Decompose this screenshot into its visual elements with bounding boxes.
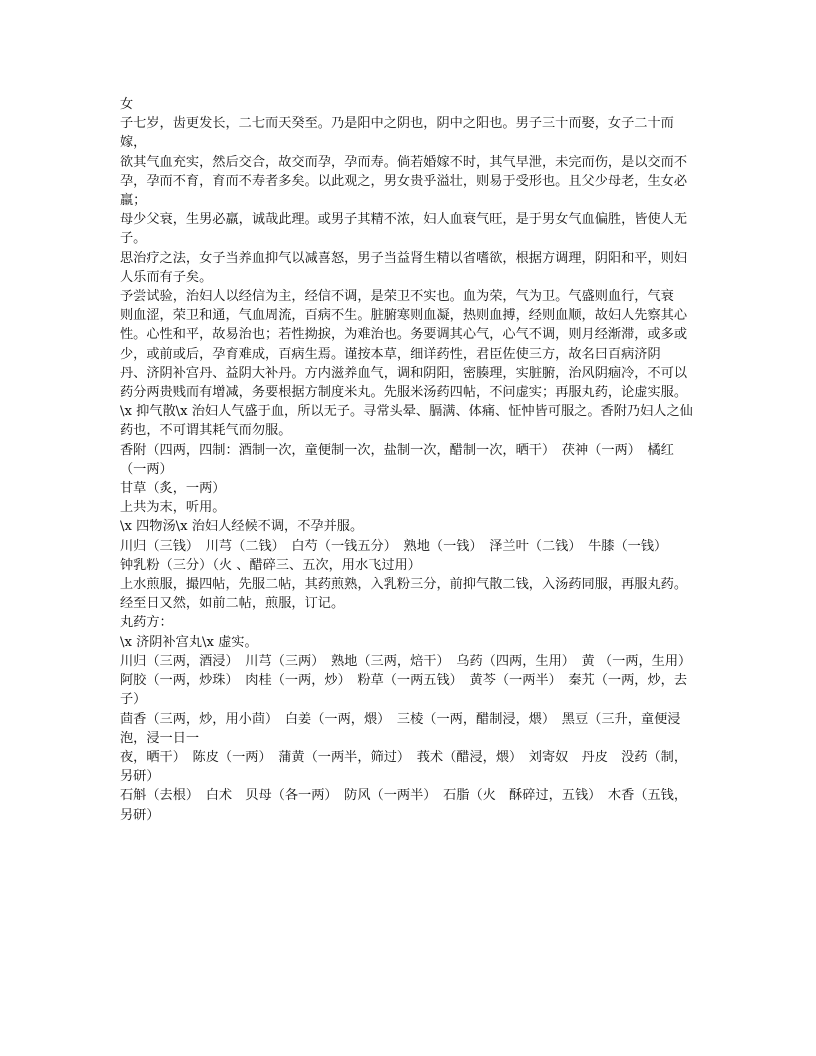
text-line: 经至日又然，如前二帖，煎服，订记。 [120, 596, 345, 612]
text-line: 思治疗之法，女子当养血抑气以减喜怒，男子当益肾生精以省嗜欲，根据方调理，阴阳和平，则妇 [120, 250, 688, 266]
ingredient-line: 石斛（去根） 白术 贝母（各一两） 防风（一两半） 石脂（火 酥碎过，五钱） 木香（五钱，另研） [120, 788, 688, 823]
text-line: 则血涩，荣卫和通，气血周流，百病不生。脏腑寒则血凝，热则血搏，经则血顺，故妇人先察其心 [120, 308, 688, 324]
text-line: 性。心性和平，故易治也；若性拗捩，为难治也。务要调其心气，心气不调，则月经渐滞，或多或少，或前或后，孕育难成，百病生焉。谨按本草，细详药性，君臣佐使三方，故名曰百病济阴 [120, 327, 688, 362]
text-line: 药分两贵贱而有增减，务要根据方制度米丸。先服米汤药四帖，不问虚实；再服丸药，论虚实服。 [120, 385, 688, 401]
text-line: 孕，孕而不育，育而不寿者多矣。以此观之，男女贵乎溢壮，则易于受形也。且父少母老，生女必羸； [120, 173, 688, 209]
text-line: 丹、济阴补宫丹、益阴大补丹。方内滋养血气，调和阴阳，密腠理，实脏腑，治风阴痼冷，不可以 [120, 365, 688, 381]
text-line: 上水煎服，撮四帖，先服二帖，其药煎熟，入乳粉三分，前抑气散二钱，入汤药同服，再服丸药。 [120, 577, 688, 593]
text-line: 母少父衰，生男必羸，诚哉此理。或男子其精不浓，妇人血衰气旺，是于男女气血偏胜，皆使人无子。 [120, 212, 688, 247]
text-line: 予尝试验，治妇人以经信为主，经信不调，是荣卫不实也。血为荣，气为卫。气盛则血行，气衰 [120, 289, 674, 305]
ingredient-line: 阿胶（一两，炒珠） 肉桂（一两，炒） 粉草（一两五钱） 黄芩（一两半） 秦艽（一两，炒，去子） [120, 673, 688, 708]
text-line: 女 [120, 97, 134, 112]
ingredient-line: 甘草（炙，一两） [120, 481, 226, 497]
ingredient-line: 川归（三两，酒浸） 川芎（三两） 熟地（三两，焙干） 乌药（四两，生用） 黄 （一两，生用） [120, 653, 692, 669]
formula-heading-siwutang: \x 四物汤\x 治妇人经候不调，不孕并服。 [120, 519, 364, 535]
ingredient-line: 夜，晒干） 陈皮（一两） 蒲黄（一两半，筛过） 莪术（醋浸，煨） 刘寄奴 丹皮 没药（制，另研） [120, 749, 688, 785]
document-page [120, 95, 698, 825]
formula-heading-jiyinbugongwan: \x 济阴补宫丸\x 虚实。 [120, 634, 258, 650]
text-line: 欲其气血充实，然后交合，故交而孕，孕而寿。倘若婚嫁不时，其气早泄，未完而伤，是以交而不 [120, 154, 688, 170]
ingredient-line: 川归（三钱） 川芎（二钱） 白芍（一钱五分） 熟地（一钱） 泽兰叶（二钱） 牛膝（一钱） [120, 538, 668, 554]
ingredient-line: 钟乳粉（三分）（火 、醋碎三、五次，用水飞过用） [120, 557, 421, 573]
formula-heading-yiqisan: \x 抑气散\x 治妇人气盛于血，所以无子。寻常头晕、膈满、体痛、怔忡皆可服之。香附乃妇人之仙药也，不可谓其耗气而勿服。 [120, 404, 693, 439]
section-heading: 丸药方： [120, 615, 173, 631]
text-line: 人乐而有子矣。 [120, 269, 213, 285]
text-line: 子七岁，齿更发长，二七而天癸至。乃是阳中之阴也，阴中之阳也。男子三十而娶，女子二十而嫁， [120, 116, 674, 151]
ingredient-line: 茴香（三两，炒，用小茴） 白姜（一两，煨） 三棱（一两，醋制浸，煨） 黑豆（三升，童便浸泡，浸一日一 [120, 711, 681, 746]
text-line: 上共为末，听用。 [120, 500, 226, 516]
ingredient-line: 香附（四两，四制：酒制一次，童便制一次，盐制一次，醋制一次，晒干） 茯神（一两） 橘红（一两） [120, 442, 674, 477]
